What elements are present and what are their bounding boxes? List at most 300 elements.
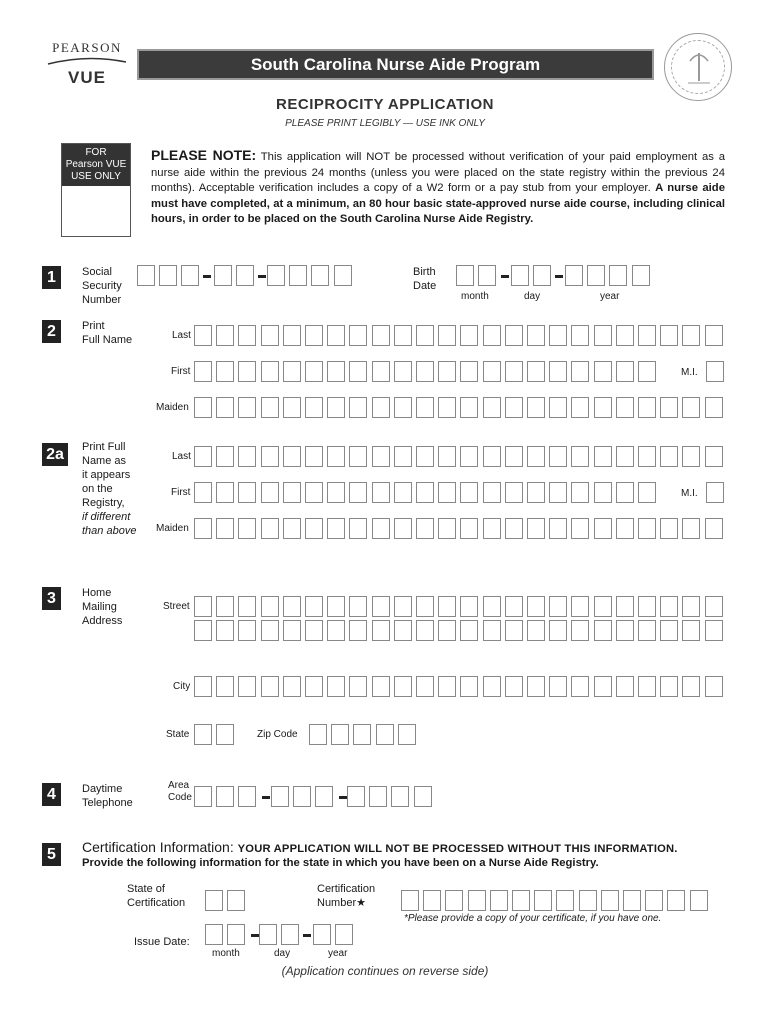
registry-maiden-name-box[interactable] (616, 518, 634, 539)
zip-code-box[interactable] (376, 724, 394, 745)
maiden-name-box[interactable] (438, 397, 456, 418)
phone-line-box[interactable] (369, 786, 387, 807)
registry-first-name-box[interactable] (438, 482, 456, 503)
maiden-name-box[interactable] (527, 397, 545, 418)
last-name-box[interactable] (616, 325, 634, 346)
state-box[interactable] (194, 724, 212, 745)
registry-first-name-box[interactable] (527, 482, 545, 503)
first-name-box[interactable] (283, 361, 301, 382)
certification-number-box[interactable] (423, 890, 441, 911)
certification-number-box[interactable] (534, 890, 552, 911)
street-box[interactable] (638, 596, 656, 617)
first-name-box[interactable] (549, 361, 567, 382)
city-box[interactable] (460, 676, 478, 697)
area-code-box[interactable] (238, 786, 256, 807)
street-box[interactable] (527, 596, 545, 617)
birth-year-box[interactable] (587, 265, 605, 286)
maiden-name-box[interactable] (238, 397, 256, 418)
registry-first-name-box[interactable] (216, 482, 234, 503)
registry-maiden-name-box[interactable] (549, 518, 567, 539)
registry-last-name-box[interactable] (460, 446, 478, 467)
maiden-name-box[interactable] (305, 397, 323, 418)
ssn-label: Social Security Number (82, 266, 122, 306)
first-name-box[interactable] (638, 361, 656, 382)
mailing-address-label: Home Mailing Address (82, 587, 123, 627)
zip-code-label: Zip Code (257, 729, 298, 740)
first-name-box[interactable] (571, 361, 589, 382)
issue-month-caption: month (212, 948, 240, 959)
registry-first-name-box[interactable] (283, 482, 301, 503)
separator-dash (501, 275, 509, 278)
last-name-box[interactable] (571, 325, 589, 346)
phone-prefix-box[interactable] (315, 786, 333, 807)
registry-maiden-name-box[interactable] (372, 518, 390, 539)
street-box[interactable] (327, 596, 345, 617)
street-box[interactable] (705, 596, 723, 617)
registry-first-name-box[interactable] (349, 482, 367, 503)
registry-name-label: Print Full Name as it appears on the Registry, if different than above (82, 441, 137, 537)
street-line2-box[interactable] (638, 620, 656, 641)
first-name-box[interactable] (483, 361, 501, 382)
certification-number-box[interactable] (645, 890, 663, 911)
maiden-name-box[interactable] (416, 397, 434, 418)
maiden-name-box[interactable] (394, 397, 412, 418)
street-box[interactable] (505, 596, 523, 617)
last-name-box[interactable] (416, 325, 434, 346)
city-box[interactable] (483, 676, 501, 697)
registry-last-name-box[interactable] (483, 446, 501, 467)
birth-year-box[interactable] (632, 265, 650, 286)
last-name-box[interactable] (216, 325, 234, 346)
maiden-name-box[interactable] (283, 397, 301, 418)
street-box[interactable] (238, 596, 256, 617)
first-name-box[interactable] (194, 361, 212, 382)
street-line2-box[interactable] (682, 620, 700, 641)
first-name-box[interactable] (349, 361, 367, 382)
registry-last-name-box[interactable] (438, 446, 456, 467)
certification-number-box[interactable] (445, 890, 463, 911)
registry-last-name-box[interactable] (194, 446, 212, 467)
middle-initial-label: M.I. (681, 367, 698, 378)
first-name-label: First (171, 366, 191, 377)
birth-day-box[interactable] (533, 265, 551, 286)
registry-last-name-box[interactable] (372, 446, 390, 467)
state-of-certification-box[interactable] (205, 890, 223, 911)
street-line2-box[interactable] (616, 620, 634, 641)
birth-day-box[interactable] (511, 265, 529, 286)
registry-last-name-box[interactable] (660, 446, 678, 467)
certification-number-box[interactable] (401, 890, 419, 911)
first-name-box[interactable] (261, 361, 279, 382)
ssn-box[interactable] (159, 265, 177, 286)
issue-year-box[interactable] (313, 924, 331, 945)
middle-initial-box[interactable] (706, 361, 724, 382)
form-subtitle: PLEASE PRINT LEGIBLY — USE INK ONLY (285, 118, 485, 129)
certificate-copy-note: *Please provide a copy of your certificate, if you have one. (404, 913, 662, 924)
certification-instruction: Provide the following information for the state in which you have been on a Nurse Aide Registry. (82, 857, 599, 869)
street-box[interactable] (616, 596, 634, 617)
last-name-box[interactable] (261, 325, 279, 346)
area-code-box[interactable] (216, 786, 234, 807)
birth-month-box[interactable] (478, 265, 496, 286)
registry-last-name-box[interactable] (571, 446, 589, 467)
registry-maiden-name-box[interactable] (283, 518, 301, 539)
registry-last-name-box[interactable] (305, 446, 323, 467)
city-box[interactable] (594, 676, 612, 697)
city-box[interactable] (349, 676, 367, 697)
street-line2-box[interactable] (305, 620, 323, 641)
first-name-box[interactable] (438, 361, 456, 382)
ssn-box[interactable] (267, 265, 285, 286)
zip-code-box[interactable] (309, 724, 327, 745)
last-name-box[interactable] (505, 325, 523, 346)
ssn-box[interactable] (214, 265, 232, 286)
registry-last-name-box[interactable] (261, 446, 279, 467)
registry-middle-initial-label: M.I. (681, 488, 698, 499)
city-box[interactable] (705, 676, 723, 697)
city-box[interactable] (438, 676, 456, 697)
first-name-box[interactable] (238, 361, 256, 382)
street-line2-box[interactable] (349, 620, 367, 641)
registry-last-name-box[interactable] (327, 446, 345, 467)
issue-month-box[interactable] (227, 924, 245, 945)
street-line2-box[interactable] (194, 620, 212, 641)
ssn-box[interactable] (311, 265, 329, 286)
city-box[interactable] (261, 676, 279, 697)
city-box[interactable] (216, 676, 234, 697)
first-name-box[interactable] (460, 361, 478, 382)
registry-maiden-name-box[interactable] (327, 518, 345, 539)
phone-line-box[interactable] (414, 786, 432, 807)
registry-first-name-box[interactable] (238, 482, 256, 503)
city-box[interactable] (571, 676, 589, 697)
maiden-name-label: Maiden (156, 402, 189, 413)
city-box[interactable] (549, 676, 567, 697)
registry-first-name-box[interactable] (460, 482, 478, 503)
registry-maiden-name-box[interactable] (216, 518, 234, 539)
note-text: This application will NOT be processed without verification of your paid employment as a nurse aide within the previous 24 months (unless you were placed on the state registry within the previous 24 months). Acceptable verification includes a copy of a W2 form or a pay stub from your employer. (151, 151, 726, 195)
issue-day-caption: day (274, 948, 291, 959)
office-use-box (61, 143, 131, 237)
logo-pearson-text: PEARSON (52, 40, 122, 55)
registry-maiden-name-box[interactable] (527, 518, 545, 539)
maiden-name-box[interactable] (460, 397, 478, 418)
maiden-name-box[interactable] (616, 397, 634, 418)
last-name-box[interactable] (327, 325, 345, 346)
maiden-name-box[interactable] (571, 397, 589, 418)
street-box[interactable] (594, 596, 612, 617)
registry-first-name-box[interactable] (483, 482, 501, 503)
street-box[interactable] (216, 596, 234, 617)
ssn-box[interactable] (334, 265, 352, 286)
registry-last-name-box[interactable] (416, 446, 434, 467)
street-box[interactable] (549, 596, 567, 617)
note-bold-text: A nurse aide must have completed, at a minimum, an 80 hour basic state-approved nurse aide course, including clinical hours, in order to be placed on the South Carolina Nurse Aide Registry. (151, 182, 725, 226)
last-name-box[interactable] (349, 325, 367, 346)
zip-code-box[interactable] (353, 724, 371, 745)
registry-last-name-box[interactable] (638, 446, 656, 467)
registry-maiden-name-box[interactable] (571, 518, 589, 539)
area-code-label: Area Code (168, 780, 192, 803)
street-line2-box[interactable] (327, 620, 345, 641)
issue-day-box[interactable] (281, 924, 299, 945)
city-box[interactable] (372, 676, 390, 697)
street-box[interactable] (372, 596, 390, 617)
area-code-box[interactable] (194, 786, 212, 807)
registry-last-name-box[interactable] (238, 446, 256, 467)
issue-day-box[interactable] (259, 924, 277, 945)
certification-number-box[interactable] (579, 890, 597, 911)
street-line2-box[interactable] (416, 620, 434, 641)
zip-code-box[interactable] (331, 724, 349, 745)
registry-maiden-name-box[interactable] (483, 518, 501, 539)
last-name-box[interactable] (660, 325, 678, 346)
registry-last-name-box[interactable] (216, 446, 234, 467)
state-of-certification-box[interactable] (227, 890, 245, 911)
first-name-box[interactable] (372, 361, 390, 382)
last-name-box[interactable] (394, 325, 412, 346)
registry-maiden-name-box[interactable] (349, 518, 367, 539)
maiden-name-box[interactable] (549, 397, 567, 418)
street-line2-box[interactable] (505, 620, 523, 641)
maiden-name-box[interactable] (261, 397, 279, 418)
first-name-box[interactable] (594, 361, 612, 382)
registry-first-name-box[interactable] (327, 482, 345, 503)
registry-maiden-name-label: Maiden (156, 523, 189, 534)
state-of-certification-label: State of Certification (127, 883, 186, 909)
certification-number-box[interactable] (490, 890, 508, 911)
birth-year-box[interactable] (609, 265, 627, 286)
logo-vue-text: VUE (68, 68, 106, 87)
registry-maiden-name-box[interactable] (460, 518, 478, 539)
registry-maiden-name-box[interactable] (394, 518, 412, 539)
registry-last-name-label: Last (172, 451, 191, 462)
street-box[interactable] (283, 596, 301, 617)
phone-prefix-box[interactable] (293, 786, 311, 807)
street-line2-box[interactable] (261, 620, 279, 641)
registry-maiden-name-box[interactable] (416, 518, 434, 539)
registry-first-name-box[interactable] (638, 482, 656, 503)
certification-warning: YOUR APPLICATION WILL NOT BE PROCESSED WITHOUT THIS INFORMATION. (237, 843, 678, 855)
street-line2-box[interactable] (460, 620, 478, 641)
street-line2-box[interactable] (527, 620, 545, 641)
street-box[interactable] (682, 596, 700, 617)
registry-middle-initial-box[interactable] (706, 482, 724, 503)
phone-line-box[interactable] (391, 786, 409, 807)
first-name-box[interactable] (216, 361, 234, 382)
maiden-name-box[interactable] (372, 397, 390, 418)
street-line2-box[interactable] (438, 620, 456, 641)
registry-last-name-box[interactable] (594, 446, 612, 467)
last-name-box[interactable] (594, 325, 612, 346)
street-line2-box[interactable] (483, 620, 501, 641)
maiden-name-box[interactable] (705, 397, 723, 418)
street-box[interactable] (305, 596, 323, 617)
street-box[interactable] (483, 596, 501, 617)
city-box[interactable] (394, 676, 412, 697)
maiden-name-box[interactable] (216, 397, 234, 418)
city-box[interactable] (416, 676, 434, 697)
city-box[interactable] (527, 676, 545, 697)
maiden-name-box[interactable] (638, 397, 656, 418)
certification-number-label: Certification Number★ (317, 883, 376, 909)
first-name-box[interactable] (416, 361, 434, 382)
street-line2-box[interactable] (660, 620, 678, 641)
city-box[interactable] (638, 676, 656, 697)
first-name-box[interactable] (305, 361, 323, 382)
last-name-box[interactable] (460, 325, 478, 346)
office-label-line1: FOR (85, 147, 107, 158)
registry-maiden-name-box[interactable] (238, 518, 256, 539)
registry-maiden-name-box[interactable] (438, 518, 456, 539)
last-name-box[interactable] (438, 325, 456, 346)
ssn-box[interactable] (137, 265, 155, 286)
street-line2-box[interactable] (594, 620, 612, 641)
registry-first-name-box[interactable] (394, 482, 412, 503)
registry-maiden-name-box[interactable] (638, 518, 656, 539)
last-name-box[interactable] (305, 325, 323, 346)
street-line2-box[interactable] (372, 620, 390, 641)
registry-first-name-box[interactable] (505, 482, 523, 503)
registry-first-name-box[interactable] (416, 482, 434, 503)
registry-last-name-box[interactable] (549, 446, 567, 467)
street-box[interactable] (394, 596, 412, 617)
street-box[interactable] (349, 596, 367, 617)
separator-dash (203, 275, 211, 278)
state-box[interactable] (216, 724, 234, 745)
last-name-box[interactable] (238, 325, 256, 346)
first-name-box[interactable] (394, 361, 412, 382)
registry-last-name-box[interactable] (394, 446, 412, 467)
city-box[interactable] (682, 676, 700, 697)
city-box[interactable] (305, 676, 323, 697)
maiden-name-box[interactable] (194, 397, 212, 418)
ssn-box[interactable] (181, 265, 199, 286)
registry-maiden-name-box[interactable] (660, 518, 678, 539)
registry-last-name-box[interactable] (682, 446, 700, 467)
phone-prefix-box[interactable] (271, 786, 289, 807)
city-box[interactable] (616, 676, 634, 697)
registry-first-name-box[interactable] (616, 482, 634, 503)
registry-first-name-box[interactable] (194, 482, 212, 503)
certification-number-box[interactable] (512, 890, 530, 911)
registry-first-name-box[interactable] (305, 482, 323, 503)
certification-number-box[interactable] (468, 890, 486, 911)
street-line2-box[interactable] (283, 620, 301, 641)
maiden-name-box[interactable] (660, 397, 678, 418)
birth-year-box[interactable] (565, 265, 583, 286)
last-name-box[interactable] (194, 325, 212, 346)
city-box[interactable] (660, 676, 678, 697)
registry-maiden-name-box[interactable] (705, 518, 723, 539)
city-box[interactable] (238, 676, 256, 697)
registry-maiden-name-box[interactable] (594, 518, 612, 539)
maiden-name-box[interactable] (349, 397, 367, 418)
last-name-box[interactable] (372, 325, 390, 346)
registry-last-name-box[interactable] (283, 446, 301, 467)
birth-month-box[interactable] (456, 265, 474, 286)
ssn-box[interactable] (289, 265, 307, 286)
street-line2-box[interactable] (394, 620, 412, 641)
first-name-box[interactable] (527, 361, 545, 382)
continues-note: (Application continues on reverse side) (281, 964, 489, 978)
last-name-box[interactable] (283, 325, 301, 346)
street-line2-box[interactable] (705, 620, 723, 641)
registry-maiden-name-box[interactable] (305, 518, 323, 539)
street-line2-box[interactable] (571, 620, 589, 641)
street-box[interactable] (571, 596, 589, 617)
last-name-box[interactable] (527, 325, 545, 346)
last-name-box[interactable] (682, 325, 700, 346)
certification-number-box[interactable] (690, 890, 708, 911)
phone-line-box[interactable] (347, 786, 365, 807)
maiden-name-box[interactable] (483, 397, 501, 418)
street-box[interactable] (194, 596, 212, 617)
registry-first-name-box[interactable] (549, 482, 567, 503)
registry-first-name-box[interactable] (261, 482, 279, 503)
registry-last-name-box[interactable] (527, 446, 545, 467)
last-name-box[interactable] (705, 325, 723, 346)
city-box[interactable] (327, 676, 345, 697)
ssn-box[interactable] (236, 265, 254, 286)
street-box[interactable] (416, 596, 434, 617)
registry-last-name-box[interactable] (616, 446, 634, 467)
certification-number-box[interactable] (667, 890, 685, 911)
city-box[interactable] (283, 676, 301, 697)
registry-maiden-name-box[interactable] (261, 518, 279, 539)
street-line2-box[interactable] (238, 620, 256, 641)
maiden-name-box[interactable] (682, 397, 700, 418)
maiden-name-box[interactable] (327, 397, 345, 418)
office-label-line3: USE ONLY (71, 171, 121, 182)
registry-last-name-box[interactable] (505, 446, 523, 467)
first-name-box[interactable] (327, 361, 345, 382)
last-name-box[interactable] (483, 325, 501, 346)
registry-first-name-box[interactable] (571, 482, 589, 503)
street-box[interactable] (660, 596, 678, 617)
registry-first-name-box[interactable] (372, 482, 390, 503)
certification-number-box[interactable] (556, 890, 574, 911)
last-name-box[interactable] (638, 325, 656, 346)
state-label: State (166, 729, 190, 740)
issue-month-box[interactable] (205, 924, 223, 945)
first-name-box[interactable] (616, 361, 634, 382)
certification-number-box[interactable] (601, 890, 619, 911)
registry-last-name-box[interactable] (705, 446, 723, 467)
certification-number-box[interactable] (623, 890, 641, 911)
first-name-box[interactable] (505, 361, 523, 382)
city-box[interactable] (194, 676, 212, 697)
registry-first-name-box[interactable] (594, 482, 612, 503)
street-line2-box[interactable] (216, 620, 234, 641)
street-line2-box[interactable] (549, 620, 567, 641)
street-box[interactable] (460, 596, 478, 617)
street-box[interactable] (261, 596, 279, 617)
zip-code-box[interactable] (398, 724, 416, 745)
separator-dash (251, 934, 259, 937)
city-label: City (173, 681, 191, 692)
maiden-name-box[interactable] (594, 397, 612, 418)
registry-maiden-name-box[interactable] (505, 518, 523, 539)
registry-maiden-name-box[interactable] (194, 518, 212, 539)
last-name-box[interactable] (549, 325, 567, 346)
city-box[interactable] (505, 676, 523, 697)
street-box[interactable] (438, 596, 456, 617)
registry-last-name-box[interactable] (349, 446, 367, 467)
maiden-name-box[interactable] (505, 397, 523, 418)
registry-maiden-name-box[interactable] (682, 518, 700, 539)
issue-year-box[interactable] (335, 924, 353, 945)
